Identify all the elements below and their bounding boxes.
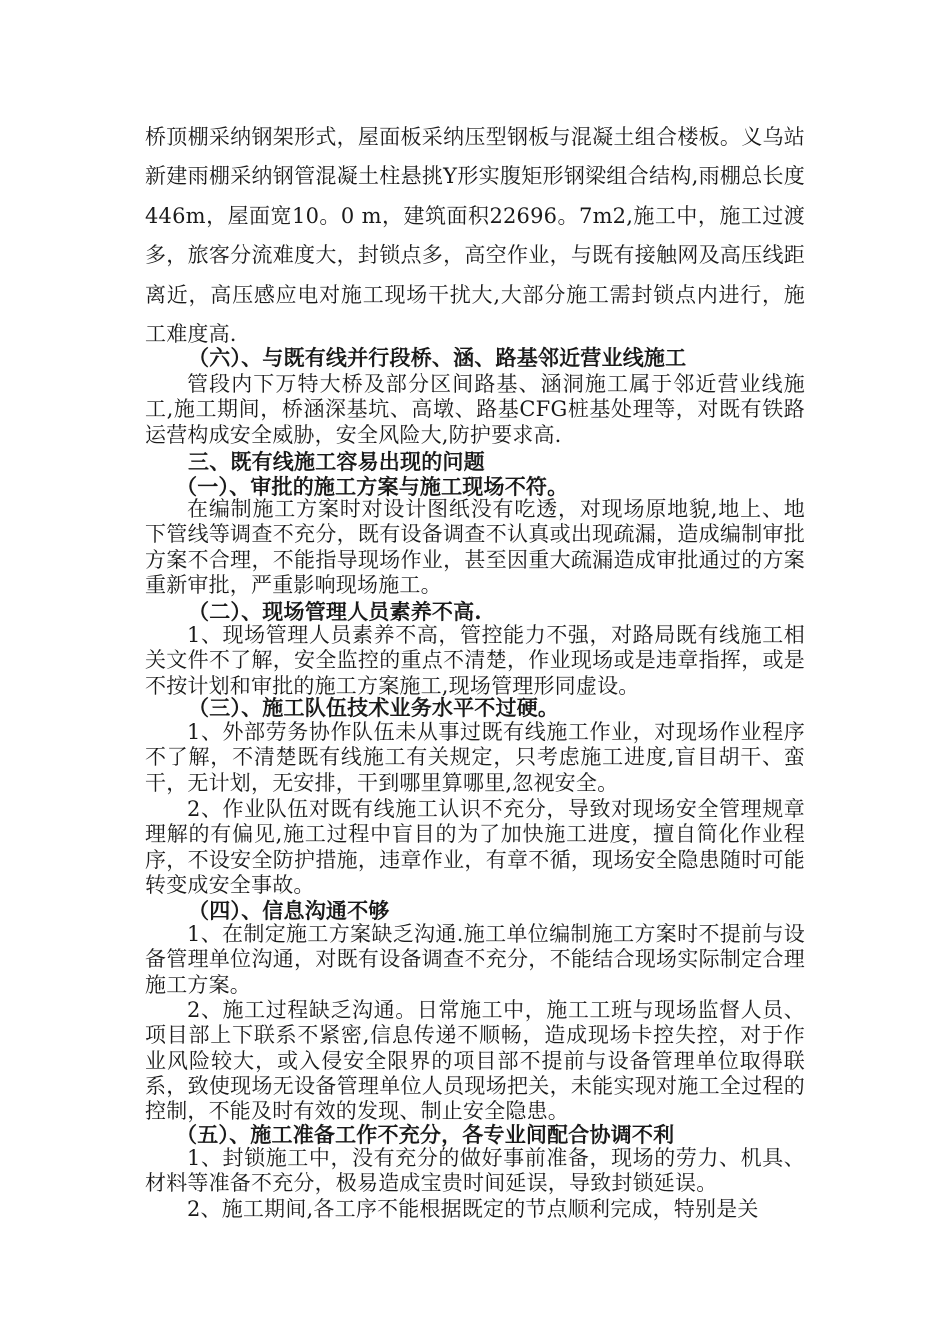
heading-subsection-4: （四）、信息沟通不够 — [188, 898, 390, 923]
paragraph-subsection-1: 在编制施工方案时对设计图纸没有吃透，对现场原地貌,地上、地下管线等调查不充分，既有设备调查不认真或出现疏漏，造成编制审批方案不合理，不能指导现场作业，甚至因重大疏漏造成审批通过的方案重新审批，严重影响现场施工。 — [145, 497, 805, 597]
heading-subsection-3: （三）、施工队伍技术业务水平不过硬。 — [188, 695, 560, 720]
heading-subsection-5: （五）、施工准备工作不充分，各专业间配合协调不利 — [176, 1122, 675, 1147]
paragraph-canopy-structure: 桥顶棚采纳钢架形式，屋面板采纳压型钢板与混凝土组合楼板。义乌站新建雨棚采纳钢管混凝土柱悬挑Y形实腹矩形钢梁组合结构,雨棚总长度446m，屋面宽10。0 m，建筑面积22696。7m2,施工中，施工过渡多，旅客分流难度大，封锁点多，高空作业，与既有接触网及高压线距离近，高压感应电对施工现场干扰大,大部分施工需封锁点内进行，施工难度高. — [145, 125, 805, 347]
paragraph-subsection-2: 1、现场管理人员素养不高，管控能力不强，对路局既有线施工相关文件不了解，安全监控的重点不清楚，作业现场或是违章指挥，或是不按计划和审批的施工方案施工,现场管理形同虚设。 — [145, 623, 805, 698]
paragraph-section-6: 管段内下万特大桥及部分区间路基、涵洞施工属于邻近营业线施工,施工期间，桥涵深基坑、高墩、路基CFG桩基处理等，对既有铁路运营构成安全威胁，安全风险大,防护要求高. — [145, 372, 805, 447]
paragraph-subsection-3-item-1: 1、外部劳务协作队伍未从事过既有线施工作业，对现场作业程序不了解，不清楚既有线施工有关规定，只考虑施工进度,盲目胡干、蛮干，无计划，无安排，干到哪里算哪里,忽视安全。 — [145, 720, 805, 795]
heading-subsection-2: （二）、现场管理人员素养不高. — [188, 599, 482, 624]
paragraph-subsection-4-item-2: 2、施工过程缺乏沟通。日常施工中，施工工班与现场监督人员、项目部上下联系不紧密,信息传递不顺畅，造成现场卡控失控，对于作业风险较大，或入侵安全限界的项目部不提前与设备管理单位取得联系，致使现场无设备管理单位人员现场把关，未能实现对施工全过程的控制，不能及时有效的发现、制止安全隐患。 — [145, 998, 805, 1124]
heading-subsection-1: （一）、审批的施工方案与施工现场不符。 — [176, 474, 569, 499]
paragraph-subsection-5-item-2: 2、施工期间,各工序不能根据既定的节点顺利完成，特别是关 — [187, 1197, 759, 1221]
paragraph-subsection-3-item-2: 2、作业队伍对既有线施工认识不充分，导致对现场安全管理规章理解的有偏见,施工过程中盲目的为了加快施工进度，擅自简化作业程序，不设安全防护措施，违章作业，有章不循，现场安全隐患随时可能转变成安全事故。 — [145, 797, 805, 897]
paragraph-subsection-4-item-1: 1、在制定施工方案缺乏沟通.施工单位编制施工方案时不提前与设备管理单位沟通，对既有设备调查不充分，不能结合现场实际制定合理施工方案。 — [145, 922, 805, 997]
paragraph-subsection-5-item-1: 1、封锁施工中，没有充分的做好事前准备，现场的劳力、机具、材料等准备不充分，极易造成宝贵时间延误，导致封锁延误。 — [145, 1146, 805, 1196]
heading-chapter-3: 三、既有线施工容易出现的问题 — [188, 449, 485, 474]
heading-section-6: （六）、与既有线并行段桥、涵、路基邻近营业线施工 — [188, 345, 687, 370]
